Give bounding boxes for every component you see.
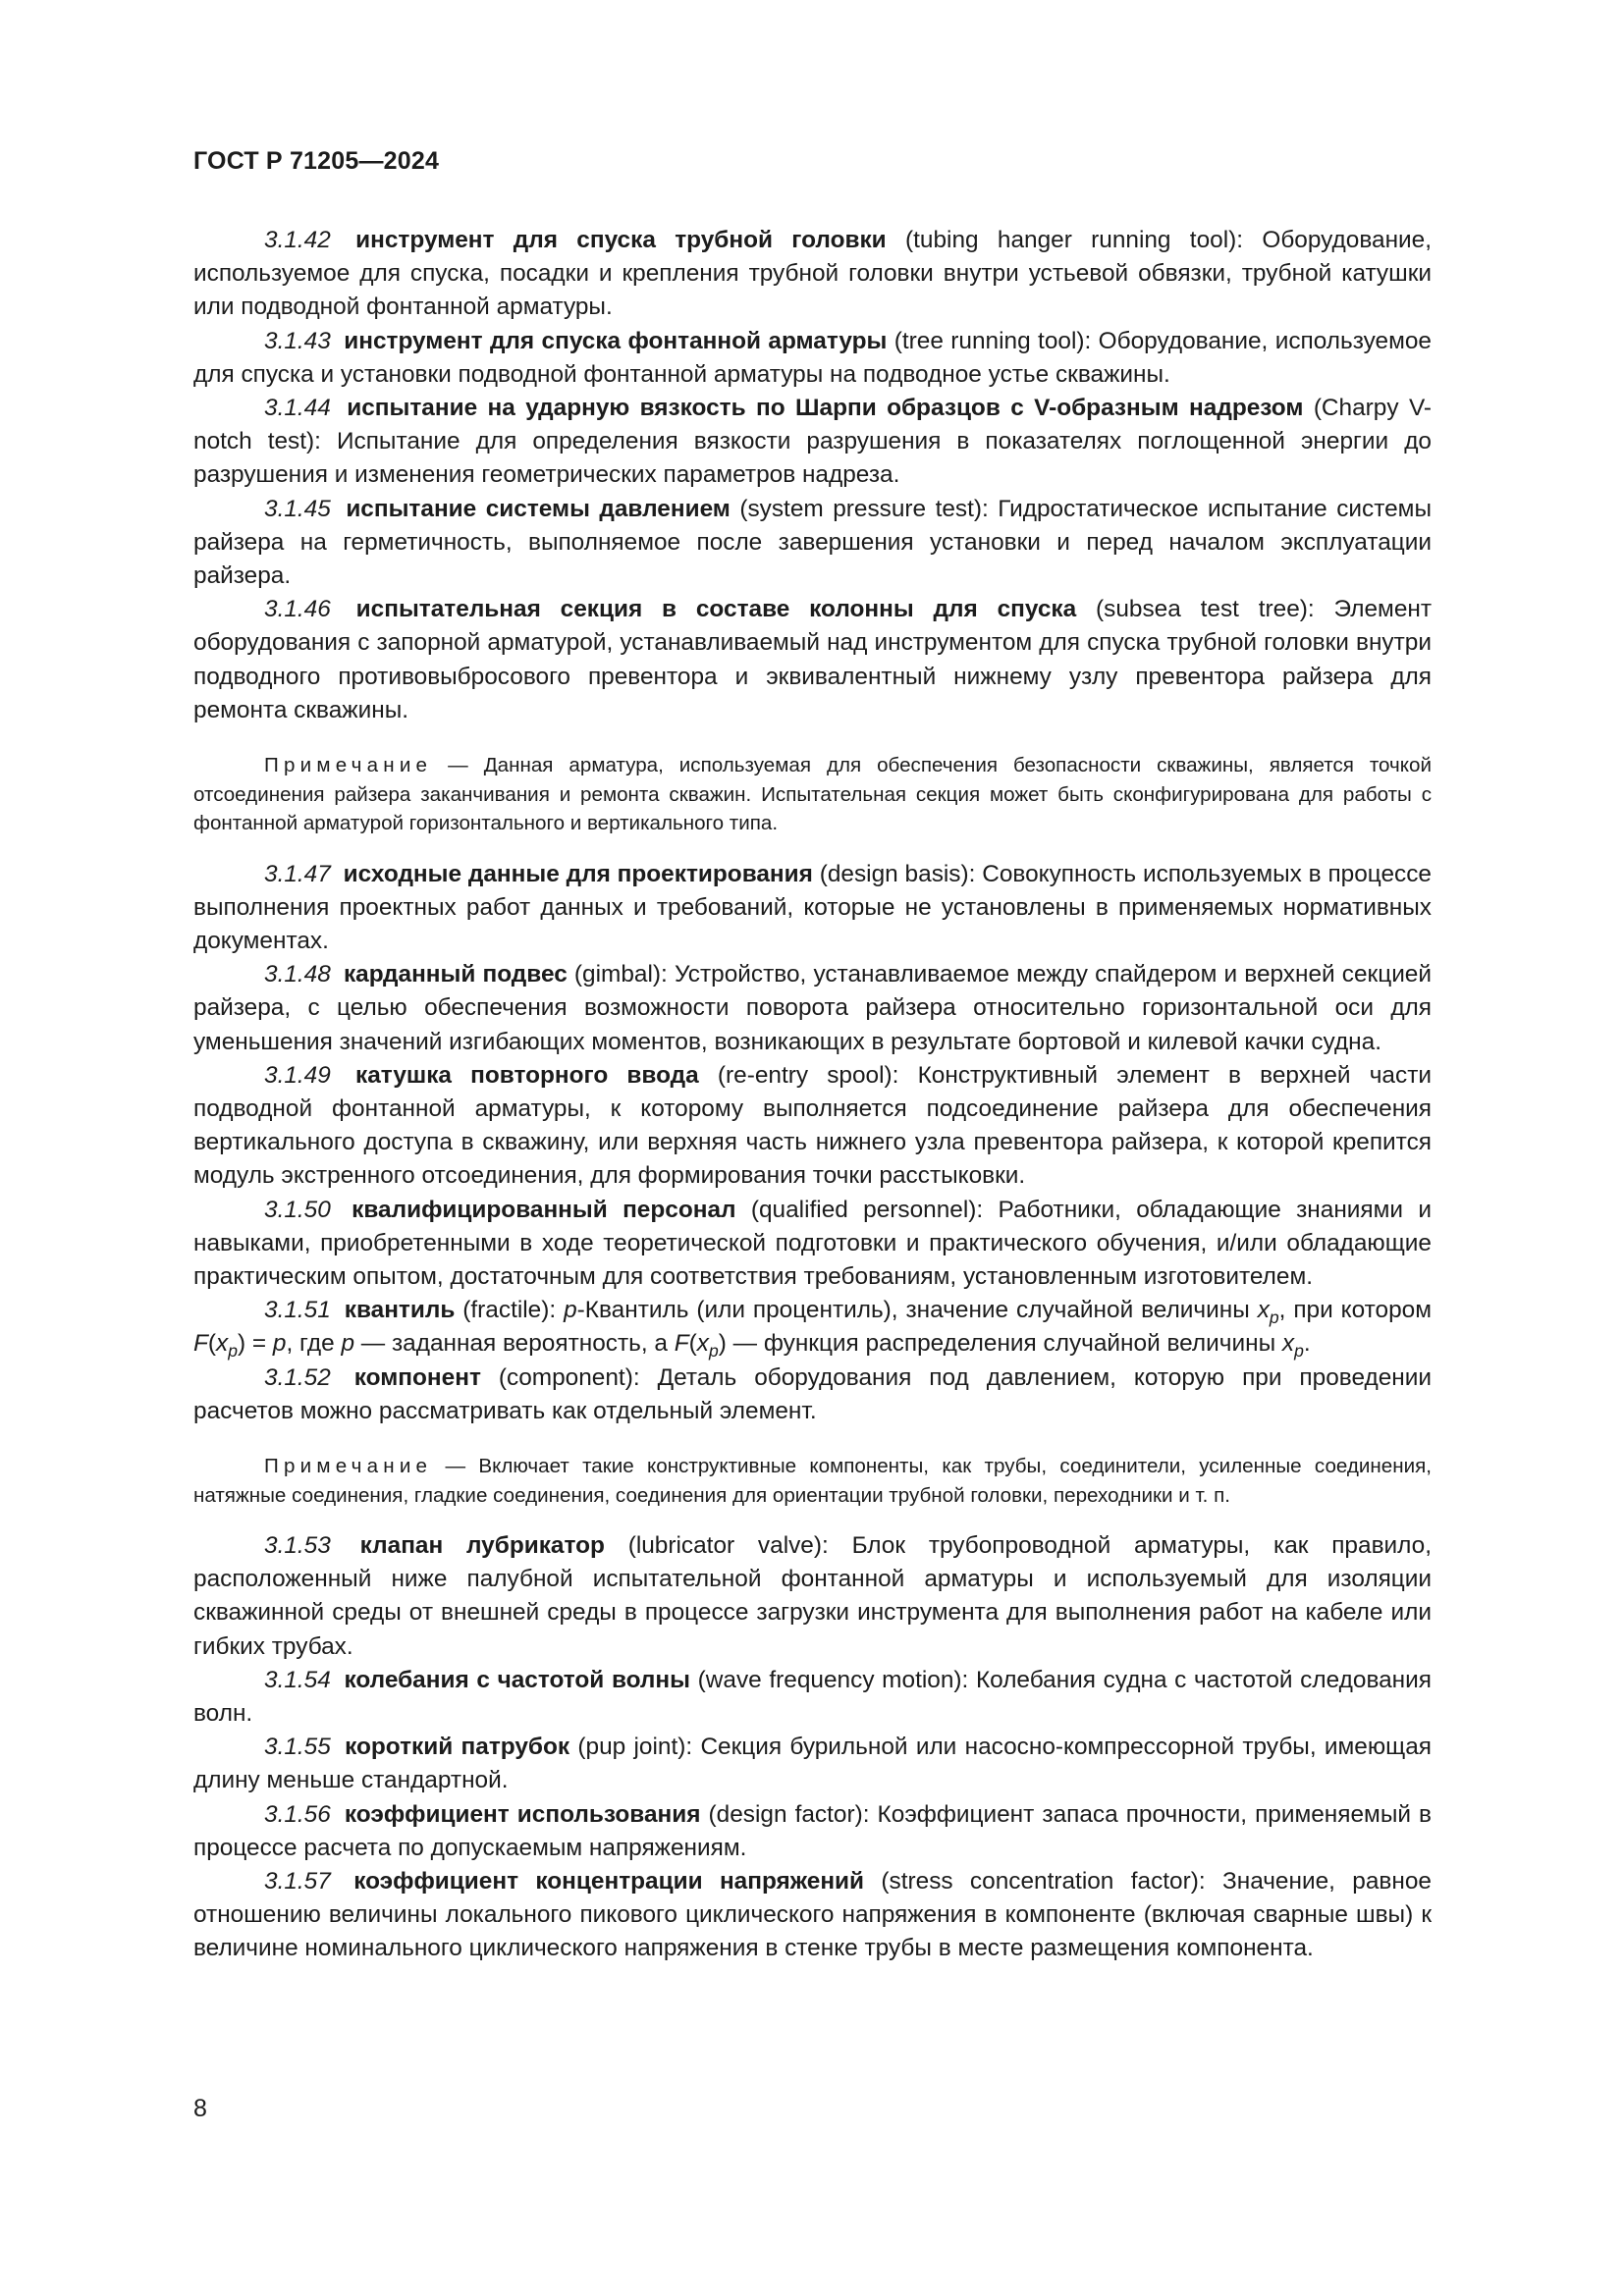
term-entry: [193, 1362, 1432, 1428]
note-label: Примечание: [264, 1455, 433, 1477]
note-block: [193, 1452, 1432, 1510]
page-number: 8: [193, 2095, 207, 2122]
term-definition: : Элемент оборудования с запорной арматурой, устанавливаемый над инструментом для спуска трубной головки внутри подводного противовыбросового превентора и эквивалентный нижнему узлу превентора райзера для ремонта скважины.: [193, 596, 1433, 723]
term-english: (gimbal): [573, 961, 662, 988]
term-entry: [193, 858, 1432, 959]
def-part: , при котором: [1278, 1297, 1433, 1324]
term-entry: [193, 493, 1432, 594]
term-definition: : Гидростатическое испытание системы райзера на герметичность, выполняемое после завершения установки и перед началом эксплуатации райзера.: [193, 495, 1432, 590]
def-part: (: [688, 1330, 697, 1358]
term-number: 3.1.52: [264, 1363, 331, 1391]
term-number: 3.1.45: [264, 495, 331, 522]
term-entry: [193, 1529, 1432, 1664]
term-entry: [193, 1194, 1432, 1295]
term-english: (lubricator valve): [627, 1532, 822, 1559]
document-code: ГОСТ Р 71205—2024: [193, 147, 440, 175]
term-definition: : Секция бурильной или насосно-компрессорной трубы, имеющая длину меньше стандартной.: [193, 1734, 1432, 1794]
term-title: катушка повторного ввода: [355, 1061, 699, 1089]
term-number: 3.1.51: [264, 1297, 331, 1324]
var-x: x: [1281, 1330, 1295, 1358]
term-title: компонент: [353, 1363, 481, 1391]
def-part: .: [1303, 1330, 1311, 1358]
subscript-p: p: [228, 1341, 238, 1362]
term-number: 3.1.46: [264, 596, 331, 623]
term-entry: [193, 1059, 1432, 1194]
subscript-p: p: [1294, 1341, 1304, 1362]
note-block: [193, 751, 1432, 838]
term-definition: : Конструктивный элемент в верхней части подводной фонтанной арматуры, к которому выполняется подсоединение райзера для обеспечения вертикального доступа в скважину, или верхняя часть нижнего узла превентора райзера, к которой крепится модуль экстренного отсоединения, для формирования точки расстыковки.: [193, 1061, 1432, 1190]
term-entry: [193, 1798, 1432, 1865]
term-english: (subsea test tree): [1096, 596, 1308, 623]
term-title: испытание системы давлением: [346, 495, 731, 522]
term-english: (wave frequency motion): [697, 1666, 962, 1693]
term-english: (pup joint): [577, 1734, 686, 1761]
term-english: (system pressure test): [739, 495, 983, 522]
term-title: короткий патрубок: [345, 1734, 570, 1761]
term-definition: : Оборудование, используемое для спуска и установки подводной фонтанной арматуры на подводное устье скважины.: [193, 327, 1432, 388]
term-title: инструмент для спуска трубной головки: [355, 227, 887, 253]
term-title: клапан лубрикатор: [359, 1532, 605, 1559]
def-part: ) =: [238, 1330, 273, 1358]
term-english: (Charpy V-notch test): [193, 395, 1432, 455]
term-english: (design factor): [708, 1800, 863, 1828]
term-number: 3.1.57: [264, 1868, 331, 1896]
term-definition: : Испытание для определения вязкости разрушения в показателях поглощенной энергии до разрушения и изменения геометрических параметров надреза.: [193, 428, 1432, 489]
term-title: испытание на ударную вязкость по Шарпи образцов с V-образным надрезом: [347, 395, 1304, 422]
var-f: F: [193, 1330, 208, 1358]
term-definition: : Работники, обладающие знаниями и навыками, приобретенными в ходе теоретической подготовки и практического обучения, и/или обладающие практическим опытом, достаточным для соответствия требованиям, установленным изготовителем.: [193, 1196, 1432, 1290]
term-definition: : Устройство, устанавливаемое между спайдером и верхней секцией райзера, с целью обеспечения возможности поворота райзера относительно горизонтальной оси для уменьшения значений изгибающих моментов, возникающих в результате бортовой и килевой качки судна.: [193, 961, 1433, 1055]
def-part: ) — функция распределения случайной величины: [718, 1330, 1282, 1358]
term-entry: [193, 1731, 1432, 1797]
term-english: (tree running tool): [893, 327, 1085, 354]
term-definition: : Совокупность используемых в процессе выполнения проектных работ данных и требований, которые не установлены в применяемых нормативных документах.: [193, 860, 1433, 954]
term-number: 3.1.50: [264, 1196, 331, 1223]
term-title: испытательная секция в составе колонны для спуска: [355, 596, 1077, 623]
term-definition: : Колебания судна с частотой следования волн.: [193, 1666, 1432, 1728]
term-definition: : Деталь оборудования под давлением, которую при проведении расчетов можно рассматривать как отдельный элемент.: [193, 1363, 1432, 1424]
term-title: коэффициент использования: [344, 1800, 701, 1828]
term-definition: : Значение, равное отношению величины локального пикового циклического напряжения в компоненте (включая сварные швы) к величине номинального циклического напряжения в стенке трубы в месте размещения компонента.: [193, 1868, 1432, 1962]
term-entry: [193, 593, 1432, 727]
term-title: колебания с частотой волны: [344, 1666, 690, 1693]
subscript-p: p: [709, 1341, 719, 1362]
term-english: (tubing hanger running tool): [905, 227, 1237, 253]
term-english: (re-entry spool): [717, 1061, 893, 1089]
term-english: (fractile): [462, 1297, 550, 1324]
var-x: x: [216, 1330, 229, 1358]
term-title: квалифицированный персонал: [352, 1196, 736, 1223]
note-text: — Данная арматура, используемая для обеспечения безопасности скважины, является точкой отсоединения райзера заканчивания и ремонта скважин. Испытательная секция может быть сконфигурирована для работы с фонтанной арматурой горизонтального и вертикального типа.: [193, 754, 1432, 835]
term-number: 3.1.53: [264, 1532, 331, 1559]
term-entry: [193, 392, 1432, 493]
def-part: — заданная вероятность, а: [354, 1330, 675, 1358]
term-number: 3.1.48: [264, 961, 331, 988]
term-definition: : Оборудование, используемое для спуска, посадки и крепления трубной головки внутри устьевой обвязки, трубной катушки или подводной фонтанной арматуры.: [193, 227, 1433, 321]
def-part: -Квантиль (или процентиль), значение случайной величины: [576, 1297, 1258, 1324]
term-definition: : Коэффициент запаса прочности, применяемый в процессе расчета по допускаемым напряжениям.: [193, 1800, 1432, 1861]
term-number: 3.1.56: [264, 1800, 331, 1828]
term-entry: [193, 224, 1432, 325]
def-part: (: [207, 1330, 217, 1358]
term-english: (stress concentration factor): [881, 1868, 1199, 1896]
term-entry: [193, 1664, 1432, 1731]
var-x: x: [696, 1330, 709, 1358]
term-title: инструмент для спуска фонтанной арматуры: [344, 327, 888, 354]
term-title: коэффициент концентрации напряжений: [353, 1868, 865, 1896]
note-label: Примечание: [264, 754, 433, 777]
var-p: p: [341, 1330, 355, 1358]
term-title: квантиль: [344, 1297, 456, 1324]
def-part: , где: [286, 1330, 342, 1358]
term-number: 3.1.54: [264, 1666, 331, 1693]
term-number: 3.1.55: [264, 1734, 331, 1761]
term-title: исходные данные для проектирования: [343, 860, 813, 887]
var-p: p: [564, 1297, 577, 1324]
var-x: x: [1257, 1297, 1270, 1324]
term-number: 3.1.43: [264, 327, 331, 354]
term-number: 3.1.47: [264, 860, 331, 887]
note-text: — Включает такие конструктивные компоненты, как трубы, соединители, усиленные соединения, натяжные соединения, гладкие соединения, соединения для ориентации трубной головки, переходники и т. п.: [193, 1455, 1432, 1507]
term-entry: [193, 958, 1432, 1059]
term-english: (qualified personnel): [750, 1196, 977, 1223]
term-definition: : Блок трубопроводной арматуры, как правило, расположенный ниже палубной испытательной фонтанной арматуры и используемый для изоляции скважинной среды от внешней среды в процессе загрузки инструмента для выполнения работ на кабеле или гибких трубах.: [193, 1532, 1432, 1660]
subscript-p: p: [1269, 1308, 1279, 1328]
var-f: F: [674, 1330, 689, 1358]
term-entry: [193, 325, 1432, 392]
term-title: карданный подвес: [343, 961, 568, 988]
term-number: 3.1.44: [264, 395, 331, 422]
term-entry-fractile: [193, 1294, 1432, 1361]
var-p: p: [272, 1330, 287, 1358]
term-number: 3.1.49: [264, 1061, 331, 1089]
terms-list: [193, 224, 1432, 1966]
term-entry: [193, 1865, 1432, 1966]
term-english: (design basis): [819, 860, 969, 887]
term-number: 3.1.42: [264, 227, 331, 253]
def-part: :: [549, 1297, 565, 1324]
term-english: (component): [498, 1363, 633, 1391]
